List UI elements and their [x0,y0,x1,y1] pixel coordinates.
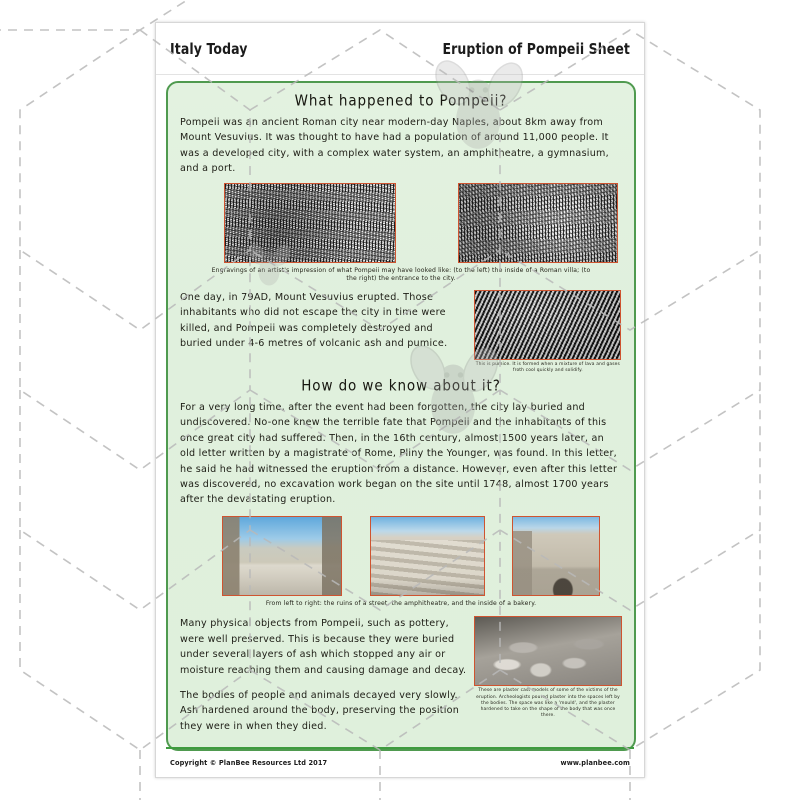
engraving-entrance-texture [459,184,617,262]
photo-bakery-interior [512,516,600,596]
header-left-title: Italy Today [170,39,248,58]
caption-engravings: Engravings of an artist's impression of what Pompeii may have looked like: (to the left) the inside of a Roman villa; (to the right) the entrance to the city. [211,266,591,283]
worksheet-page [155,22,645,778]
caption-plaster-casts: These are plaster cast models of some of the victims of the eruption. Archeologists poured plaster into the spaces left by the bodies. The space was like a 'mould', and the plaster hardened to take on the shape of the body that was once there. [476,688,620,718]
street-ruins-texture [223,517,341,595]
caption-ruins-photos: From left to right: the ruins of a street, the amphitheatre, and the inside of a bakery. [265,599,537,607]
copyright-text: Copyright © PlanBee Resources Ltd 2017 [170,759,328,767]
paragraph-pompeii-intro: Pompeii was an ancient Roman city near modern-day Naples, about 8km away from Mount Vesuvius. It was thought to have had a population of around 11,000 people. It was a developed city, with a complex water system, an amphitheatre, a gymnasium, and a port. [180,117,609,175]
paragraph-objects-preserved: Many physical objects from Pompeii, such as pottery, were well preserved. This is because they were buried under several layers of ash which stopped any air or moisture reaching them and causing damage and decay. [180,618,467,676]
paragraph-bodies-decayed: The bodies of people and animals decayed very slowly. Ash hardened around the body, preserving the position they were in when they died. [180,690,460,732]
website-link[interactable]: www.planbee.com [560,759,630,767]
paragraph-discovery: For a very long time, after the event had been forgotten, the city lay buried and undiscovered. No-one knew the terrible fate that Pompeii and the inhabitants of this once great city had suffered. Then, in the 16th century, almost 1500 years later, an old letter written by a magistrate of Rome, Pliny the Younger, was found. In this letter, he said he had witnessed the eruption from a distance. However, even after this letter was discovered, no excavation work began on the site until 1748, almost 1700 years after the devastating eruption. [180,402,618,506]
photo-pumice [474,290,621,360]
section-heading-how-do-we-know: How do we know about it? [301,377,501,395]
sheet-footer [156,749,644,777]
engraving-roman-villa-interior [224,183,396,263]
preservation-block [180,616,622,738]
paragraph-eruption-79ad: One day, in 79AD, Mount Vesuvius erupted. Those inhabitants who did not escape the city in time were killed, and Pompeii was completely destroyed and buried under 4-6 metres of volcanic ash and pumice. [180,291,448,350]
engraving-city-entrance [458,183,618,263]
content-panel [166,81,636,751]
photo-amphitheatre [370,516,485,596]
plaster-casts-texture [475,617,621,685]
eruption-block [180,290,622,374]
engraving-image-row [224,183,618,263]
amphitheatre-texture [371,517,484,595]
engraving-villa-texture [225,184,395,262]
header-right-title: Eruption of Pompeii Sheet [442,39,630,58]
photo-street-ruins [222,516,342,596]
section-heading-what-happened: What happened to Pompeii? [294,92,508,110]
ruins-image-row [222,516,600,596]
photo-plaster-casts [474,616,622,686]
sheet-header [156,23,644,75]
caption-pumice: This is pumice. It is formed when a mixture of lava and gases froth cool quickly and solidify. [475,361,620,373]
pumice-texture [475,291,620,359]
bakery-texture [513,517,599,595]
